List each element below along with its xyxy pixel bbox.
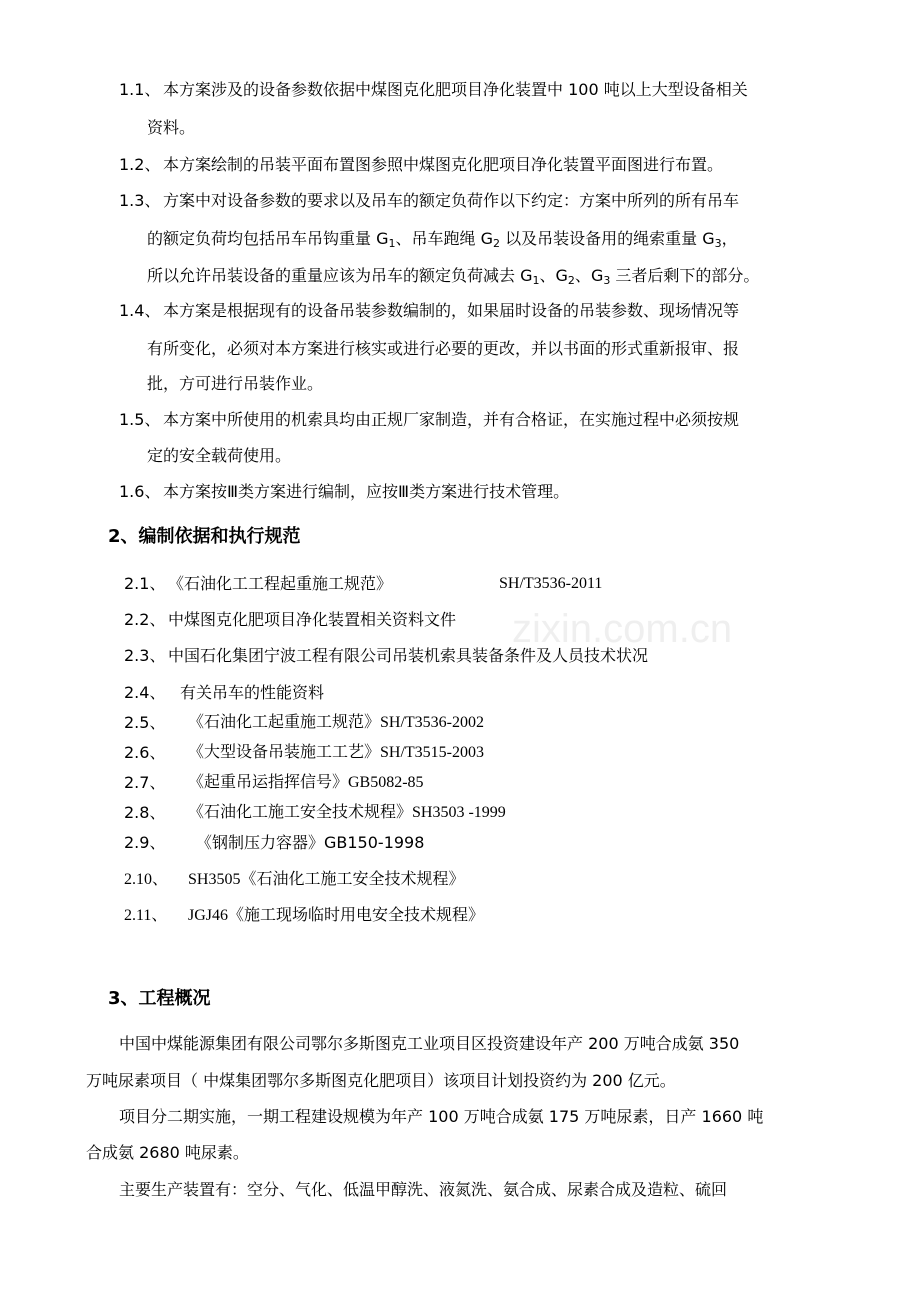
item-1-5-number: 1.5、 <box>119 410 161 429</box>
section-3-para-1-line-2: 万吨尿素项目（ 中煤集团鄂尔多斯图克化肥项目）该项目计划投资约为 200 亿元。 <box>86 1071 676 1090</box>
item-1-2-line-1: 本方案绘制的吊装平面布置图参照中煤图克化肥项目净化装置平面图进行布置。 <box>163 155 724 174</box>
item-2-3-number: 2.3、 <box>124 646 166 665</box>
item-2-5-text: 《石油化工起重施工规范》SH/T3536-2002 <box>188 714 485 731</box>
item-2-10-text: SH3505《石油化工施工安全技术规程》 <box>188 871 465 888</box>
section-2-heading: 2、编制依据和执行规范 <box>108 526 301 547</box>
item-2-3-text: 中国石化集团宁波工程有限公司吊装机索具装备条件及人员技术状况 <box>168 646 649 665</box>
item-1-2-number: 1.2、 <box>119 155 161 174</box>
item-2-8-number: 2.8、 <box>124 803 166 822</box>
item-2-7-number: 2.7、 <box>124 773 166 792</box>
section-3-para-1-line-1: 中国中煤能源集团有限公司鄂尔多斯图克工业项目区投资建设年产 200 万吨合成氨 350 <box>119 1034 740 1053</box>
item-1-1-line-1: 本方案涉及的设备参数依据中煤图克化肥项目净化装置中 100 吨以上大型设备相关 <box>163 80 748 99</box>
item-2-9-number: 2.9、 <box>124 833 166 852</box>
item-2-10-number: 2.10、 <box>124 871 169 888</box>
g1-symbol-2: $G_1$ <box>520 266 540 287</box>
item-2-7-text: 《起重吊运指挥信号》GB5082-85 <box>188 774 424 791</box>
item-1-6-number: 1.6、 <box>119 482 161 501</box>
section-3-para-2-line-2: 合成氨 2680 吨尿素。 <box>86 1143 249 1162</box>
item-2-11-number: 2.11、 <box>124 907 168 924</box>
section-3-heading: 3、工程概况 <box>108 988 211 1009</box>
site-watermark: zixin.com.cn <box>512 607 733 651</box>
item-2-6-text: 《大型设备吊装施工工艺》SH/T3515-2003 <box>188 744 485 761</box>
item-1-1-number: 1.1、 <box>119 80 161 99</box>
item-2-5-number: 2.5、 <box>124 713 166 732</box>
g2-symbol-2: $G_2$ <box>555 266 575 287</box>
item-1-3-line-1: 方案中对设备参数的要求以及吊车的额定负荷作以下约定：方案中所列的所有吊车 <box>163 191 740 210</box>
item-1-3-line-2-text-a: 的额定负荷均包括吊车吊钩重量 <box>147 229 377 248</box>
item-2-2-text: 中煤图克化肥项目净化装置相关资料文件 <box>168 610 457 629</box>
g3-symbol: $G_3$ <box>702 229 722 250</box>
item-1-3-line-3: 所以允许吊装设备的重量应该为吊车的额定负荷减去 $G_1$、$G_2$、$G_3$ 三者后剩下的部分。 <box>147 266 760 287</box>
section-3-para-3-line-1: 主要生产装置有：空分、气化、低温甲醇洗、液氮洗、氨合成、尿素合成及造粒、硫回 <box>119 1180 728 1199</box>
item-1-3-line-2-text-d: ， <box>721 229 738 248</box>
item-1-1-line-2: 资料。 <box>147 118 196 137</box>
item-2-9-text: 《钢制压力容器》GB150-1998 <box>196 833 425 852</box>
item-1-5-line-1: 本方案中所使用的机索具均由正规厂家制造，并有合格证，在实施过程中必须按规 <box>163 410 740 429</box>
g3-symbol-2: $G_3$ <box>590 266 611 287</box>
item-2-1-text: 《石油化工工程起重施工规范》 <box>168 574 393 593</box>
item-1-3-line-2-text-b: 、吊车跑绳 <box>395 229 481 248</box>
g1-symbol: $G_1$ <box>376 229 396 250</box>
item-2-4-text: 有关吊车的性能资料 <box>180 683 325 702</box>
item-1-5-line-2: 定的安全载荷使用。 <box>147 446 292 465</box>
item-1-4-number: 1.4、 <box>119 301 161 320</box>
item-2-11-text: JGJ46《施工现场临时用电安全技术规程》 <box>188 907 485 924</box>
item-1-4-line-2: 有所变化，必须对本方案进行核实或进行必要的更改，并以书面的形式重新报审、报 <box>147 339 740 358</box>
section-3-para-2-line-1: 项目分二期实施，一期工程建设规模为年产 100 万吨合成氨 175 万吨尿素，日产 1660 吨 <box>119 1107 764 1126</box>
item-1-3-line-3-text-a: 所以允许吊装设备的重量应该为吊车的额定负荷减去 <box>147 266 521 285</box>
item-2-2-number: 2.2、 <box>124 610 166 629</box>
item-1-4-line-1: 本方案是根据现有的设备吊装参数编制的，如果届时设备的吊装参数、现场情况等 <box>163 301 740 320</box>
item-2-8-text: 《石油化工施工安全技术规程》SH3503 -1999 <box>188 804 506 821</box>
item-2-6-number: 2.6、 <box>124 743 166 762</box>
item-2-1-code: SH/T3536-2011 <box>499 575 603 592</box>
item-2-1-number: 2.1、 <box>124 574 166 593</box>
item-1-6-line-1: 本方案按Ⅲ类方案进行编制，应按Ⅲ类方案进行技术管理。 <box>163 482 570 501</box>
item-1-4-line-3: 批，方可进行吊装作业。 <box>147 374 324 393</box>
g2-symbol: $G_2$ <box>480 229 500 250</box>
item-1-3-line-2 <box>147 229 738 249</box>
item-1-3-number: 1.3、 <box>119 191 161 210</box>
item-2-4-number: 2.4、 <box>124 683 166 702</box>
item-1-3-line-2-text-c: 以及吊装设备用的绳索重量 <box>500 229 703 248</box>
